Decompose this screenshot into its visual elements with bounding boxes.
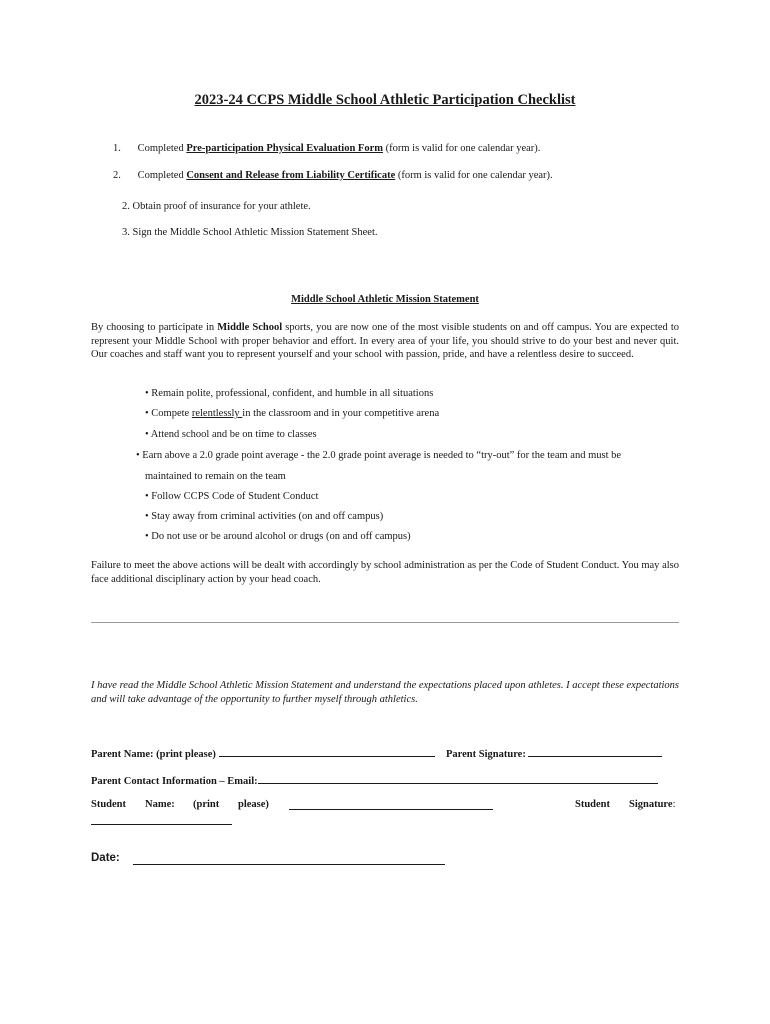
mission-bullet: • Remain polite, professional, confident, and humble in all situations [145, 388, 434, 399]
parent-name-input[interactable] [219, 746, 435, 757]
checklist-item-number: 2. [113, 170, 121, 181]
student-signature-input[interactable] [91, 814, 232, 825]
parent-email-input[interactable] [258, 773, 658, 784]
student-signature-label-w2: Signature: [629, 799, 676, 810]
mission-intro-emphasis: Middle School [217, 322, 283, 333]
checklist-item-text: Completed [137, 143, 187, 154]
section-divider [91, 622, 679, 623]
mission-bullet: • Earn above a 2.0 grade point average - the 2.0 grade point average is needed to “try-out” for the team and must be [136, 450, 622, 461]
student-name-label-w2: Name: [145, 799, 175, 810]
date-input[interactable] [133, 864, 445, 865]
parent-contact-label: Parent Contact Information – Email: [91, 776, 258, 787]
checklist-item-2 [113, 170, 553, 181]
student-signature-label-text: Signature [629, 799, 673, 810]
physical-evaluation-form-link[interactable]: Pre-participation Physical Evaluation Form [186, 143, 383, 154]
student-name-label-w1: Student [91, 799, 127, 810]
mission-bullet: • Follow CCPS Code of Student Conduct [145, 491, 319, 502]
liability-certificate-link[interactable]: Consent and Release from Liability Certificate [186, 170, 396, 181]
parent-name-field [91, 746, 435, 760]
checklist-item-text: Completed [137, 170, 187, 181]
acknowledgement-statement: I have read the Middle School Athletic Mission Statement and understand the expectations placed upon athletes. I accept these expectations and will take advantage of the opportunity to further myself through athletics. [91, 680, 679, 705]
checklist-item-number: 1. [113, 143, 121, 154]
mission-heading: Middle School Athletic Mission Statement [291, 294, 479, 305]
student-name-input[interactable] [289, 799, 493, 810]
student-name-label-w3: (print [193, 799, 220, 810]
bullet-text: in the classroom and in your competitive arena [242, 408, 440, 419]
parent-signature-label: Parent Signature: [446, 749, 526, 760]
checklist-item-note: (form is valid for one calendar year). [395, 170, 553, 181]
parent-signature-input[interactable] [528, 746, 662, 757]
mission-bullet-continued: maintained to remain on the team [145, 471, 286, 482]
mission-bullet: • Stay away from criminal activities (on and off campus) [145, 511, 384, 522]
step-insurance: 2. Obtain proof of insurance for your athlete. [122, 201, 311, 212]
step-sign-mission: 3. Sign the Middle School Athletic Mission Statement Sheet. [122, 227, 378, 238]
mission-closing: Failure to meet the above actions will be dealt with accordingly by school administration as per the Code of Student Conduct. You may also face additional disciplinary action by your head coach. [91, 560, 679, 585]
mission-bullet: • Do not use or be around alcohol or drugs (on and off campus) [145, 531, 411, 542]
mission-intro-text: sports, you are now one of the most visible students on and off campus. You are expected to represent your Middle School with proper behavior and effort. In every area of your life, you should strive to do your best and never quit. Our coaches and staff want you to represent yourself and your school with passion, pride, and have a relentless desire to succeed. [91, 322, 680, 360]
mission-intro-text: By choosing to participate in [91, 322, 218, 333]
date-label: Date: [91, 852, 120, 864]
checklist-item-note: (form is valid for one calendar year). [383, 143, 541, 154]
parent-signature-field [446, 746, 662, 760]
mission-intro [91, 321, 679, 362]
checklist-item-1 [113, 143, 540, 154]
bullet-text: • Compete [145, 408, 192, 419]
mission-bullet [145, 408, 439, 419]
document-title: 2023-24 CCPS Middle School Athletic Participation Checklist [194, 92, 576, 108]
parent-name-label: Parent Name: (print please) [91, 749, 216, 760]
mission-bullet: • Attend school and be on time to classes [145, 429, 317, 440]
student-signature-label-w1: Student [575, 799, 611, 810]
student-name-label-w4: please) [238, 799, 269, 810]
parent-contact-field [91, 773, 658, 787]
bullet-underlined-text: relentlessly [191, 408, 243, 419]
